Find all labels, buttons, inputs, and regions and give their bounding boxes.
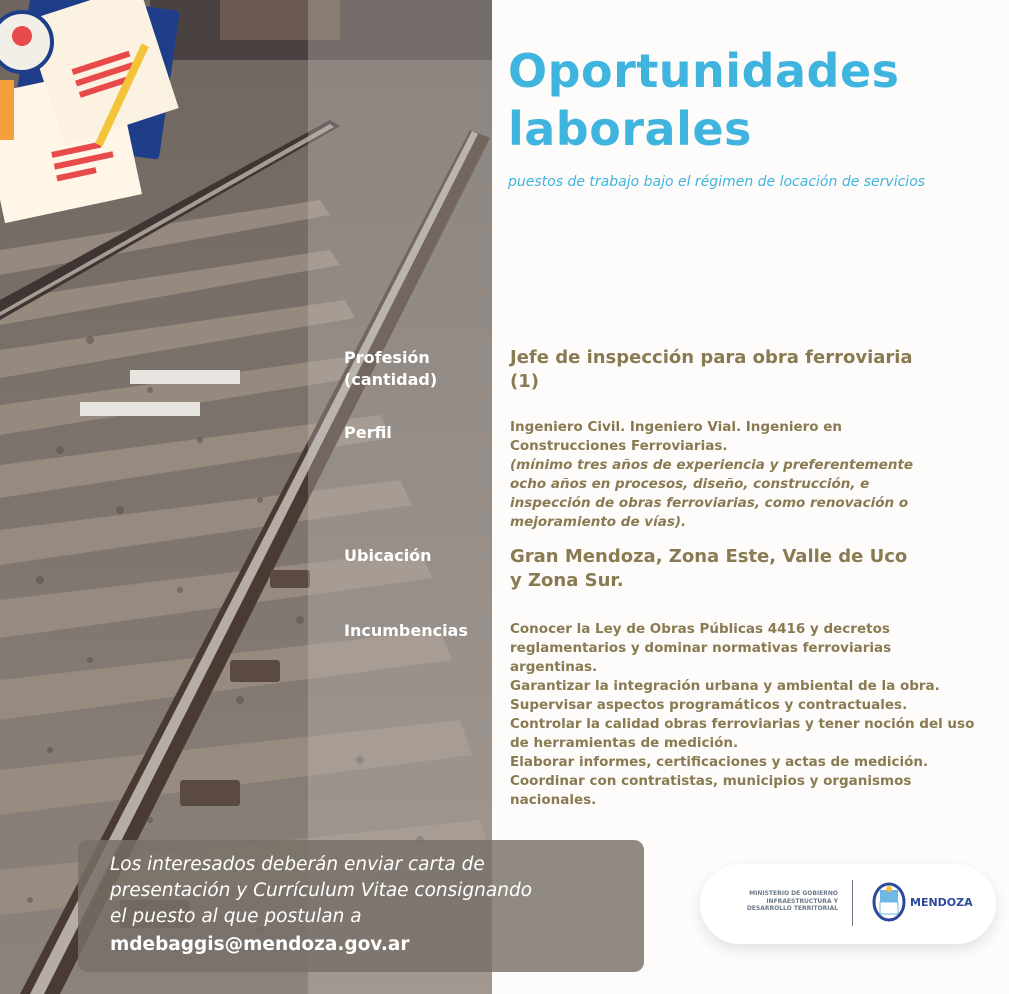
profesion-value-line1: Jefe de inspección para obra ferroviaria [510, 347, 913, 368]
ubicacion-label: Ubicación [344, 546, 432, 565]
ministry-line: MINISTERIO DE GOBIERNO [749, 890, 838, 897]
mendoza-seal-icon [872, 882, 906, 922]
incumbencias-value [510, 620, 974, 810]
profesion-value [510, 346, 913, 394]
perfil-line: Construcciones Ferroviarias. [510, 438, 728, 454]
application-instructions [110, 852, 532, 930]
perfil-label: Perfil [344, 423, 392, 442]
incumbencias-line: argentinas. [510, 659, 598, 675]
title-line-1: Oportunidades [508, 44, 900, 98]
perfil-note-line: (mínimo tres años de experiencia y preferentemente [510, 457, 914, 473]
province-name: MENDOZA [910, 896, 973, 909]
ubicacion-value-line1: Gran Mendoza, Zona Este, Valle de Uco [510, 546, 908, 567]
incumbencias-line: Supervisar aspectos programáticos y contractuales. [510, 697, 908, 713]
incumbencias-line: reglamentarios y dominar normativas ferroviarias [510, 640, 892, 656]
incumbencias-line: Conocer la Ley de Obras Públicas 4416 y decretos [510, 621, 890, 637]
perfil-value [510, 418, 913, 532]
ministry-name [720, 890, 838, 913]
contact-email[interactable]: mdebaggis@mendoza.gov.ar [110, 934, 410, 955]
perfil-note-line: ocho años en procesos, diseño, construcción, e [510, 476, 870, 492]
ubicacion-value-line2: y Zona Sur. [510, 570, 624, 591]
page-title [508, 42, 900, 158]
instructions-line: Los interesados deberán enviar carta de [110, 854, 485, 875]
ubicacion-value [510, 545, 907, 593]
incumbencias-line: de herramientas de medición. [510, 735, 739, 751]
incumbencias-line: Coordinar con contratistas, municipios y organismos [510, 773, 912, 789]
instructions-line: presentación y Currículum Vitae consignando [110, 880, 533, 901]
profesion-value-line2: (1) [510, 371, 539, 392]
perfil-line: Ingeniero Civil. Ingeniero Vial. Ingeniero en [510, 419, 843, 435]
profesion-label-line2: (cantidad) [344, 370, 438, 389]
incumbencias-label: Incumbencias [344, 621, 468, 640]
incumbencias-line: Controlar la calidad obras ferroviarias y tener noción del uso [510, 716, 975, 732]
ministry-line: INFRAESTRUCTURA Y [766, 897, 838, 905]
perfil-note-line: mejoramiento de vías). [510, 514, 687, 530]
page-subtitle: puestos de trabajo bajo el régimen de locación de servicios [508, 174, 926, 190]
profesion-label [344, 347, 437, 391]
instructions-line: el puesto al que postulan a [110, 906, 362, 927]
title-line-2: laborales [508, 102, 752, 156]
incumbencias-line: Elaborar informes, certificaciones y actas de medición. [510, 754, 929, 770]
logo-divider [852, 880, 853, 926]
incumbencias-line: nacionales. [510, 792, 597, 808]
perfil-note-line: inspección de obras ferroviarias, como renovación o [510, 495, 909, 511]
incumbencias-line: Garantizar la integración urbana y ambiental de la obra. [510, 678, 940, 694]
profesion-label-line1: Profesión [344, 348, 430, 367]
ministry-line: DESARROLLO TERRITORIAL [746, 905, 838, 912]
